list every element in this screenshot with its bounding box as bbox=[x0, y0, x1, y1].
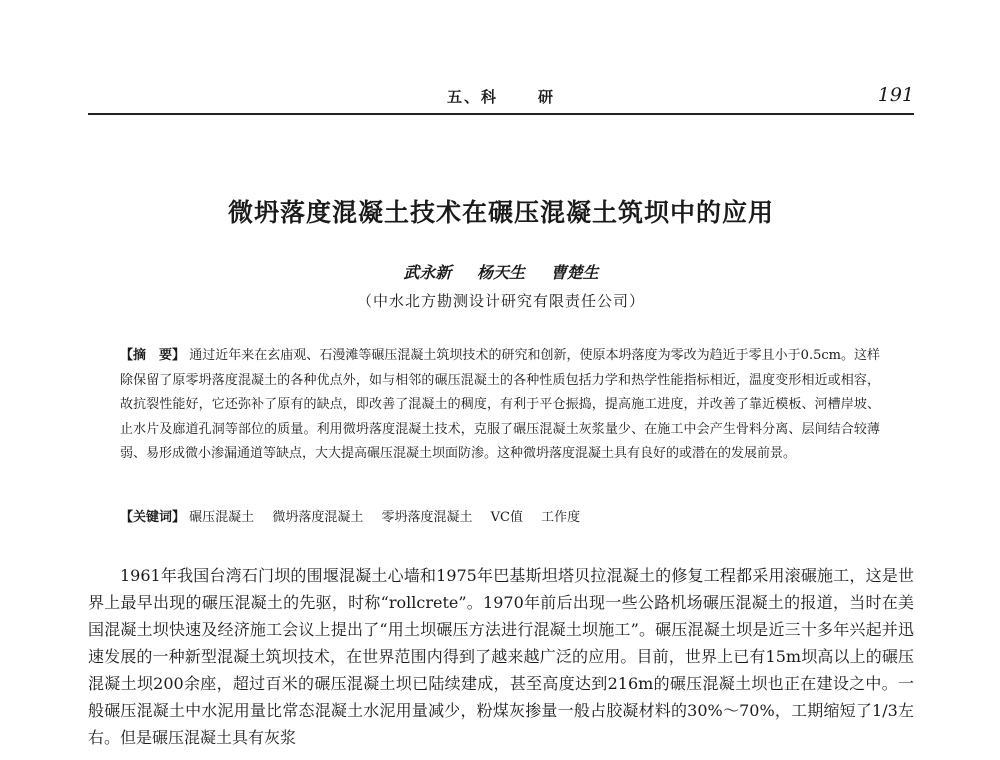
section-name-part-2: 研 bbox=[538, 88, 556, 106]
keyword: 碾压混凝土 bbox=[189, 510, 255, 525]
keywords-label: 【关键词】 bbox=[120, 510, 186, 525]
affiliation: （中水北方勘测设计研究有限责任公司） bbox=[356, 292, 645, 310]
body-paragraph: 1961年我国台湾石门坝的围堰混凝土心墙和1975年巴基斯坦塔贝拉混凝土的修复工程都采用滚碾施工，这是世界上最早出现的碾压混凝土的先驱，时称“rollcrete”。1970年前后出现一些公路机场碾压混凝土的报道，当时在美国混凝土坝快速及经济施工会议上提出了“用土坝碾压方法进行混凝土坝施工”。碾压混凝土坝是近三十多年兴起并迅速发展的一种新型混凝土筑坝技术，在世界范围内得到了越来越广泛的应用。目前，世界上已有15m坝高以上的碾压混凝土坝200余座，超过百米的碾压混凝土坝已陆续建成，甚至高度达到216m的碾压混凝土坝也正在建设之中。一般碾压混凝土中水泥用量比常态混凝土水泥用量减少，粉煤灰掺量一般占胶凝材料的30%～70%，工期缩短了1/3左右。但是碾压混凝土具有灰浆 bbox=[88, 566, 914, 747]
running-head bbox=[88, 86, 914, 110]
header-divider bbox=[88, 113, 914, 115]
keywords bbox=[120, 506, 880, 530]
page-number: 191 bbox=[877, 84, 914, 106]
keyword: VC值 bbox=[490, 510, 523, 525]
author-list bbox=[88, 260, 914, 283]
abstract bbox=[120, 344, 880, 467]
abstract-label: 【摘 要】 bbox=[120, 348, 186, 363]
abstract-text: 通过近年来在玄庙观、石漫滩等碾压混凝土筑坝技术的研究和创新，使原本坍落度为零改为趋近于零且小于0.5cm。这样除保留了原零坍落度混凝土的各种优点外，如与相邻的碾压混凝土的各种性质包括力学和热学性能指标相近，温度变形相近或相容，故抗裂性能好，它还弥补了原有的缺点，即改善了混凝土的稠度，有利于平仓振捣，提高施工进度，并改善了靠近模板、河槽岸坡、止水片及廊道孔洞等部位的质量。利用微坍落度混凝土技术，克服了碾压混凝土灰浆量少、在施工中会产生骨料分离、层间结合较薄弱、易形成微小渗漏通道等缺点，大大提高碾压混凝土坝面防渗。这种微坍落度混凝土具有良好的或潜在的发展前景。 bbox=[120, 348, 880, 461]
section-name bbox=[88, 86, 914, 107]
author-name: 杨天生 bbox=[476, 263, 525, 282]
author-name: 武永新 bbox=[403, 263, 452, 282]
keyword: 零坍落度混凝土 bbox=[381, 510, 473, 525]
section-name-part-1: 五、科 bbox=[446, 88, 498, 106]
article-title: 微坍落度混凝土技术在碾压混凝土筑坝中的应用 bbox=[227, 198, 774, 227]
keyword: 工作度 bbox=[541, 510, 581, 525]
author-name: 曹楚生 bbox=[550, 263, 599, 282]
keyword: 微坍落度混凝土 bbox=[272, 510, 364, 525]
